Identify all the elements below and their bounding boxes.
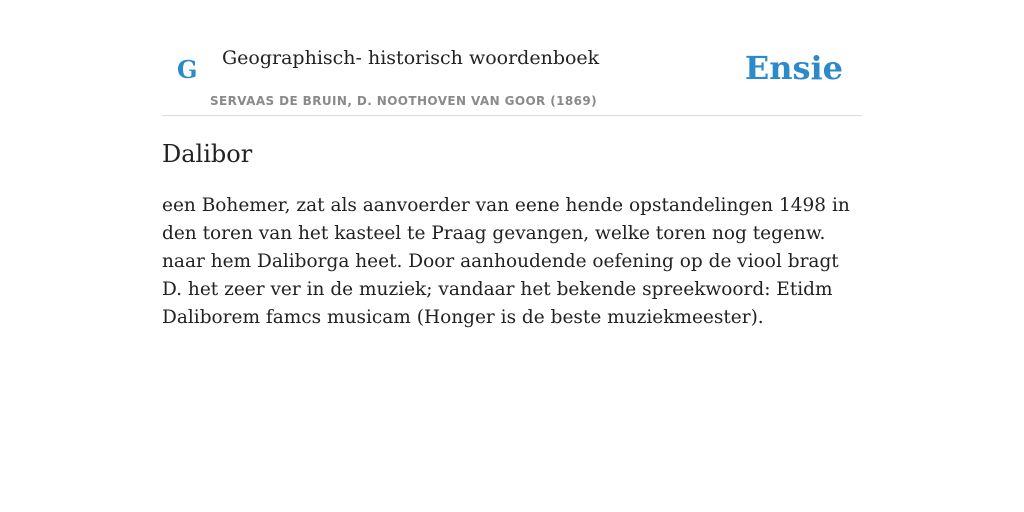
entry-body: een Bohemer, zat als aanvoerder van eene hende opstandelingen 1498 in den toren van het kasteel te Praag gevangen, welke toren nog tegenw. naar hem Daliborga heet. Door aanhoudende oefening op de viool bragt D. het zeer ver in de muziek; vandaar het bekende spreekwoord: Etidm Daliborem famcs musicam (Honger is de beste muziekmeester). (162, 195, 850, 328)
book-title[interactable]: Geographisch- historisch woordenboek (222, 47, 600, 69)
book-header (162, 30, 862, 116)
book-letter-icon[interactable]: G (177, 55, 198, 84)
book-authors: SERVAAS DE BRUIN, D. NOOTHOVEN VAN GOOR (1869) (210, 94, 598, 108)
ensie-logo[interactable]: Ensie (744, 49, 843, 87)
entry-title: Dalibor (162, 140, 253, 168)
